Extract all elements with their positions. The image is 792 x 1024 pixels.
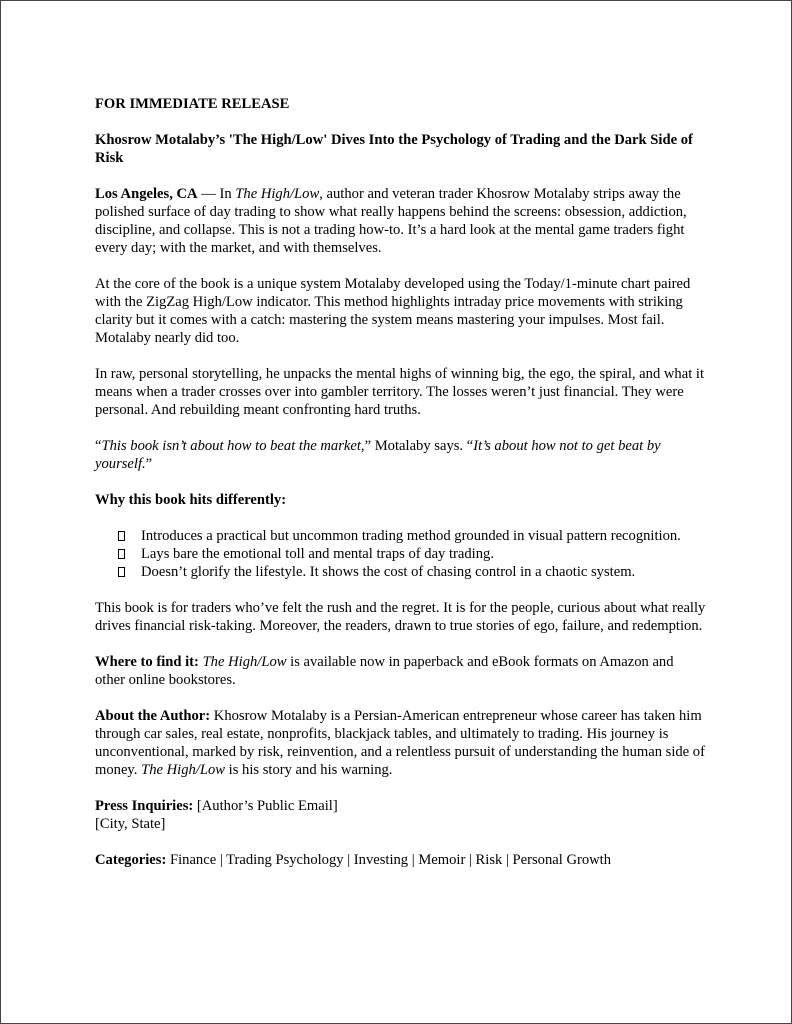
about-label: About the Author: <box>95 708 211 724</box>
quote-part-2: It’s about how not to get beat by yourself. <box>95 438 661 472</box>
list-item <box>95 563 707 581</box>
book-title: The High/Low <box>235 186 320 202</box>
headline: Khosrow Motalaby’s 'The High/Low' Dives Into the Psychology of Trading and the Dark Side of Risk <box>95 132 693 166</box>
book-title: The High/Low <box>141 762 226 778</box>
bullet-box-icon <box>118 567 125 577</box>
bullet-box-icon <box>118 531 125 541</box>
audience-paragraph: This book is for traders who’ve felt the rush and the regret. It is for the people, curious about what really drives financial risk-taking. Moreover, the readers, drawn to true stories of ego, failure, and redemption. <box>95 600 706 634</box>
categories-paragraph <box>95 851 707 869</box>
why-list <box>95 527 707 581</box>
where-text: is available now in paperback and eBook formats on Amazon and other online bookstores. <box>95 654 674 688</box>
about-closing: is his story and his warning. <box>225 762 393 778</box>
quote-close: ” <box>145 456 153 472</box>
story-paragraph: In raw, personal storytelling, he unpacks the mental highs of winning big, the ego, the spiral, and what it means when a trader crosses over into gambler territory. The losses weren’t just financial. They were personal. And rebuilding meant confronting hard truths. <box>95 366 705 418</box>
where-label: Where to find it: <box>95 654 199 670</box>
quote-part-1: This book isn’t about how to beat the market, <box>101 438 365 454</box>
dateline: Los Angeles, CA <box>95 186 198 202</box>
list-item-text: Lays bare the emotional toll and mental traps of day trading. <box>141 546 494 562</box>
quote-attribution: ” Motalaby says. “ <box>364 438 474 454</box>
categories-label: Categories: <box>95 852 167 868</box>
bullet-box-icon <box>118 549 125 559</box>
release-label: FOR IMMEDIATE RELEASE <box>95 96 290 112</box>
press-email: [Author’s Public Email] <box>193 798 338 814</box>
press-label: Press Inquiries: <box>95 798 194 814</box>
where-paragraph <box>95 653 707 689</box>
press-release-body <box>95 95 707 887</box>
why-heading: Why this book hits differently: <box>95 492 287 508</box>
book-title: The High/Low <box>202 654 287 670</box>
quote-paragraph <box>95 437 707 473</box>
list-item-text: Doesn’t glorify the lifestyle. It shows the cost of chasing control in a chaotic system. <box>141 564 636 580</box>
categories-text: Finance | Trading Psychology | Investing | Memoir | Risk | Personal Growth <box>166 852 612 868</box>
press-paragraph <box>95 797 707 833</box>
list-item <box>95 527 707 545</box>
list-item <box>95 545 707 563</box>
press-location: [City, State] <box>95 816 166 832</box>
about-text: Khosrow Motalaby is a Persian-American entrepreneur whose career has taken him through car sales, real estate, nonprofits, blackjack tables, and ultimately to trading. His journey is unconventional, marked by risk, reinvention, and a relentless pursuit of understanding the human side of money. <box>95 708 705 778</box>
about-paragraph <box>95 707 707 779</box>
intro-dash: — In <box>197 186 236 202</box>
intro-paragraph <box>95 185 707 257</box>
list-item-text: Introduces a practical but uncommon trading method grounded in visual pattern recognition. <box>141 528 681 544</box>
quote-open: “ <box>95 438 102 454</box>
intro-text: , author and veteran trader Khosrow Motalaby strips away the polished surface of day trading to show what really happens behind the screens: obsession, addiction, discipline, and collapse. This is not a trading how-to. It’s a hard look at the mental game traders fight every day; with the market, and with themselves. <box>95 186 687 256</box>
system-paragraph: At the core of the book is a unique system Motalaby developed using the Today/1-minute chart paired with the ZigZag High/Low indicator. This method highlights intraday price movements with striking clarity but it comes with a catch: mastering the system means mastering your impulses. Most fail. Motalaby nearly did too. <box>95 276 691 346</box>
